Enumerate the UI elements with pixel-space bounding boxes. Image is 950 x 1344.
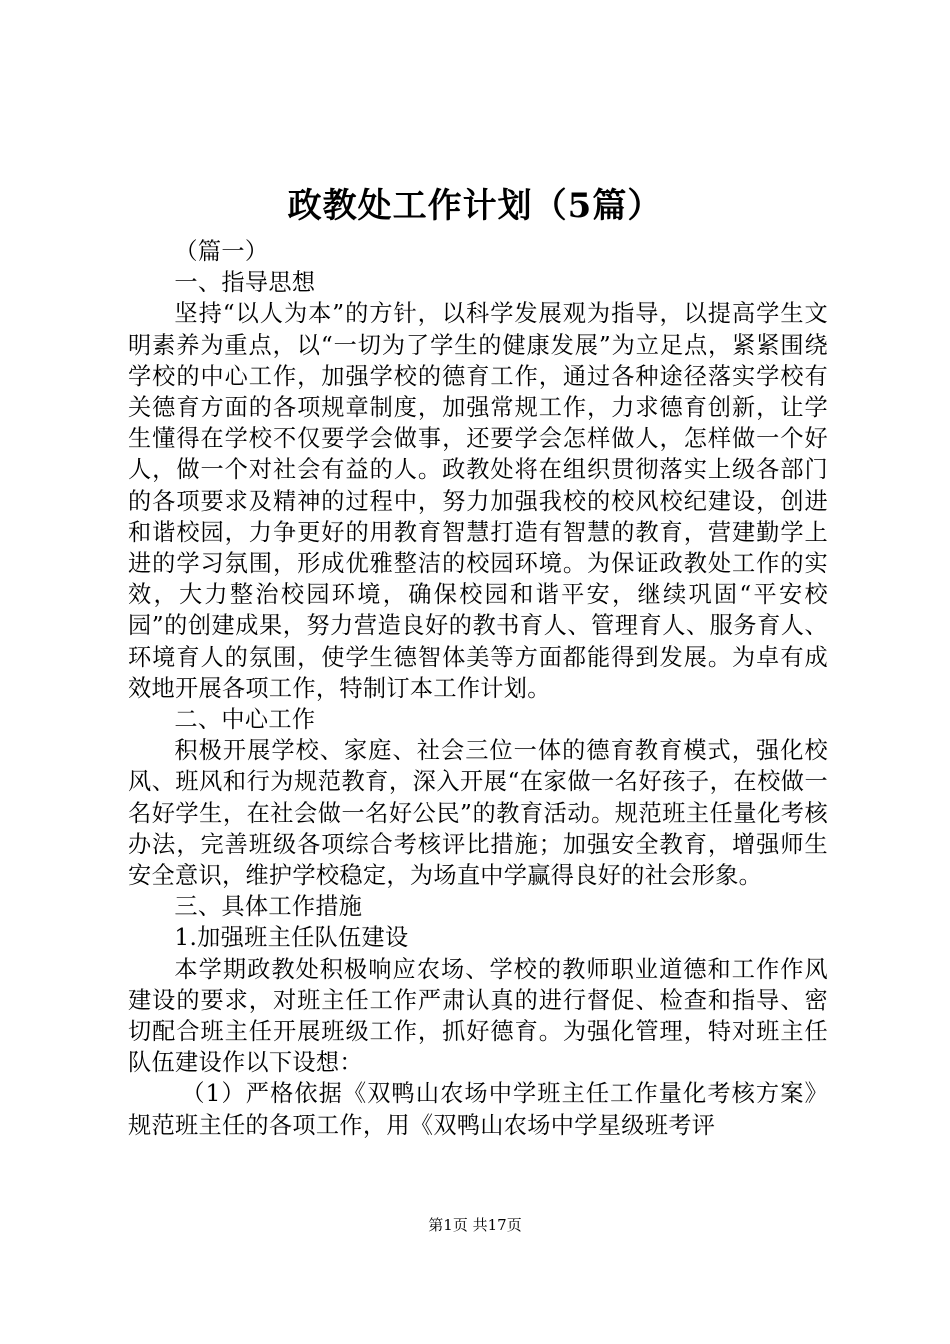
paragraph-teacher-team: 本学期政教处积极响应农场、学校的教师职业道德和工作作风建设的要求，对班主任工作严肃认真的进行督促、检查和指导、密切配合班主任开展班级工作，抓好德育。为强化管理，特对班主任队伍建设作以下设想： (128, 955, 828, 1077)
subsection-heading-teacher-team: 1.加强班主任队伍建设 (174, 924, 409, 952)
paragraph-guiding-ideology: 坚持“以人为本”的方针，以科学发展观为指导，以提高学生文明素养为重点，以“一切为了学生的健康发展”为立足点，紧紧围绕学校的中心工作，加强学校的德育工作，通过各种途径落实学校有关德育方面的各项规章制度，加强常规工作，力求德育创新，让学生懂得在学校不仅要学会做事，还要学会怎样做人，怎样做一个好人，做一个对社会有益的人。政教处将在组织贯彻落实上级各部门的各项要求及精神的过程中，努力加强我校的校风校纪建设，创进和谐校园，力争更好的用教育智慧打造有智慧的教育，营建勤学上进的学习氛围，形成优雅整洁的校园环境。为保证政教处工作的实效，大力整治校园环境，确保校园和谐平安，继续巩固“平安校园”的创建成果，努力营造良好的教书育人、管理育人、服务育人、环境育人的氛围，使学生德智体美等方面都能得到发展。为卓有成效地开展各项工作，特制订本工作计划。 (128, 300, 828, 702)
paragraph-central-work: 积极开展学校、家庭、社会三位一体的德育教育模式，强化校风、班风和行为规范教育，深入开展“在家做一名好孩子，在校做一名好学生，在社会做一名好公民”的教育活动。规范班主任量化考核办法，完善班级各项综合考核评比措施；加强安全教育，增强师生安全意识，维护学校稳定，为场直中学赢得良好的社会形象。 (128, 737, 828, 890)
section-heading-guiding-ideology: 一、指导思想 (174, 269, 316, 297)
section-heading-specific-measures: 三、具体工作措施 (174, 893, 363, 921)
page-footer: 第1页 共17页 (428, 1216, 522, 1234)
document-body (128, 236, 828, 1141)
document-title: 政教处工作计划（5篇） (287, 186, 663, 226)
paragraph-item-1: （1）严格依据《双鸭山农场中学班主任工作量化考核方案》规范班主任的各项工作，用《双鸭山农场中学星级班考评 (128, 1080, 828, 1139)
part-label: （篇一） (174, 238, 269, 265)
section-heading-central-work: 二、中心工作 (174, 706, 316, 734)
